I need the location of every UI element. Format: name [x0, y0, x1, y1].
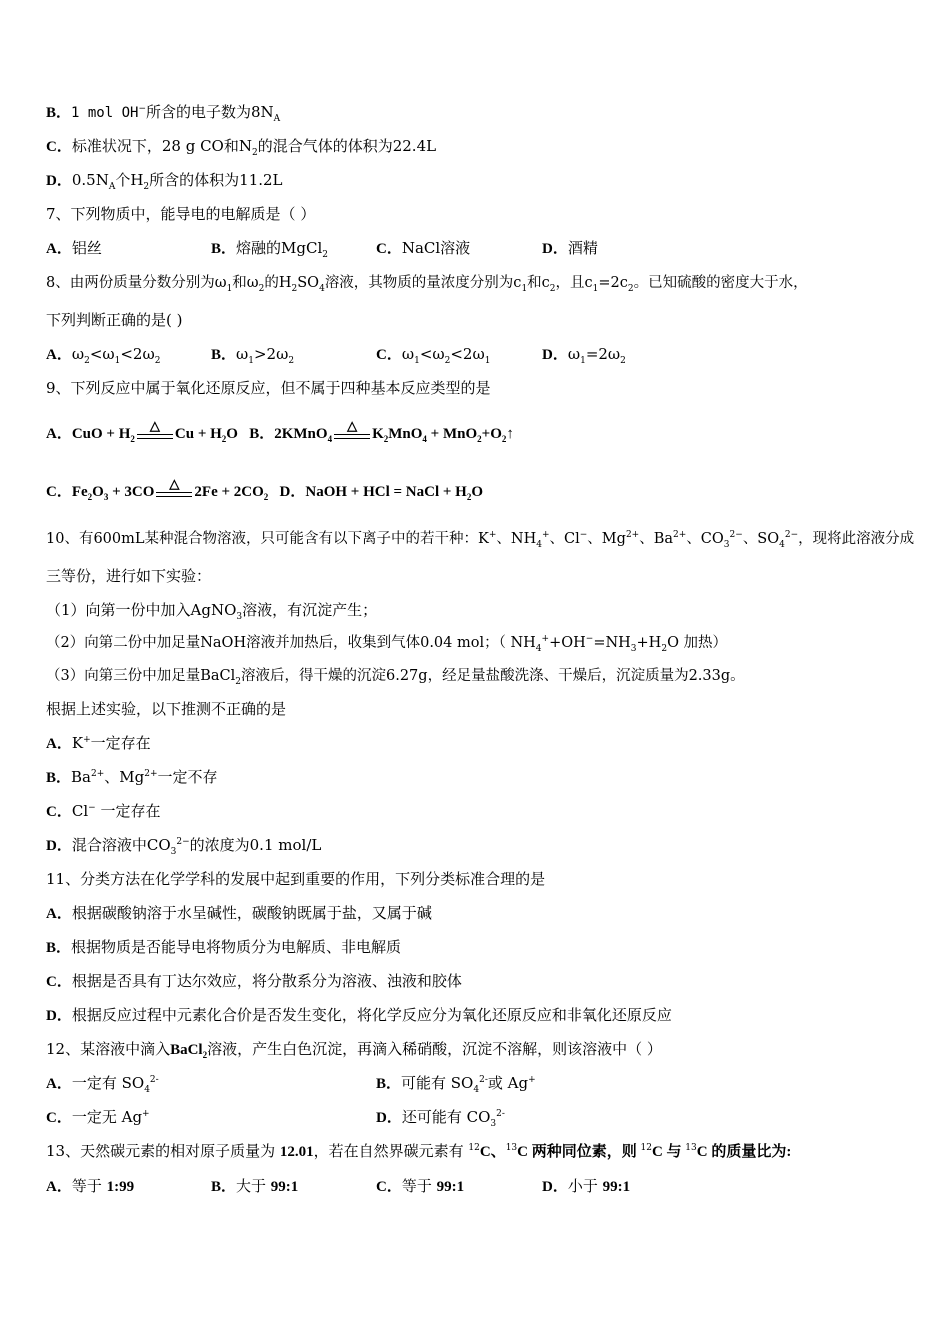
- q13-option-c: C．等于 99:1: [376, 1177, 465, 1195]
- q9-options-ab: [46, 417, 514, 445]
- q13-option-b: B．大于 99:1: [211, 1177, 299, 1195]
- q8-stem-line1: 8、由两份质量分数分别为$\omega_1$和$\omega_2$的$H_2SO_4$溶液，其物质的量浓度分别为$c_1$和$c_2$，且$c_1=2c_2$。已知硫酸的密度大于水，: [46, 275, 808, 294]
- heating-condition-sign: △: [137, 425, 173, 445]
- option-label: B．: [46, 105, 72, 121]
- q9-option-c: C．$Fe_2O_3 + 3CO$ △ $2Fe + 2CO_2$: [46, 475, 269, 502]
- q11-option-b: B．根据物质是否能导电将物质分为电解质、非电解质: [46, 938, 402, 956]
- q11-option-c: C．根据是否具有丁达尔效应，将分散系分为溶液、浊液和胶体: [46, 972, 462, 990]
- q10-option-d: D．混合溶液中$CO_3^{2-}$的浓度为0.1 mol/L: [46, 836, 322, 857]
- q8-option-d: D．$\omega_1=2\omega_2$: [542, 345, 626, 366]
- q10-option-a: A．K+一定存在: [46, 734, 151, 752]
- q7-option-a: A．铝丝: [46, 239, 102, 257]
- q13-stem: 13、天然碳元素的相对原子质量为 12.01，若在自然界碳元素有 $^{12}$C、$^{13}$C 两种同位素，则 $^{12}$C 与 $^{13}$C 的质量比为:: [46, 1142, 792, 1160]
- q12-option-d: D．还可能有 $CO_3^{2-}$: [376, 1108, 505, 1129]
- q10-question: 根据上述实验，以下推测不正确的是: [46, 700, 287, 718]
- q8-option-b: B．$\omega_1>2\omega_2$: [211, 345, 295, 366]
- q8-option-a: A．$\omega_2<\omega_1<2\omega_2$: [46, 345, 161, 366]
- q11-option-d: D．根据反应过程中元素化合价是否发生变化，将化学反应分为氧化还原反应和非氧化还原反应: [46, 1006, 672, 1024]
- q10-experiment-2: （2）向第二份中加足量NaOH溶液并加热后，收集到气体0.04 mol；（ $NH_4^++OH^-=NH_3+H_2O$ 加热）: [46, 634, 728, 654]
- q12-stem: 12、某溶液中滴入BaCl$_2$溶液，产生白色沉淀，再滴入稀硝酸，沉淀不溶解，则该溶液中（ ）: [46, 1040, 662, 1060]
- q9-stem: 9、下列反应中属于氧化还原反应，但不属于四种基本反应类型的是: [46, 379, 491, 397]
- q8-stem-line2: 下列判断正确的是( ): [46, 311, 183, 329]
- q11-stem: 11、分类方法在化学学科的发展中起到重要的作用，下列分类标准合理的是: [46, 870, 546, 888]
- q12-option-a: A．一定有 $SO_4^{2-}$: [46, 1074, 159, 1095]
- q6-option-b: B．1 mol OH−所含的电子数为$8N_A$: [46, 103, 281, 124]
- q7-option-c: C．NaCl溶液: [376, 239, 471, 257]
- q12-option-c: C．一定无 Ag+: [46, 1108, 150, 1126]
- q10-option-b: B．$Ba^{2+}$、$Mg^{2+}$一定不存: [46, 768, 218, 786]
- q7-option-b: B．熔融的MgCl$_2$: [211, 239, 328, 260]
- q9-options-cd: [46, 475, 484, 503]
- q9-option-a: A．CuO + $H_2$ △ $Cu + H_2O$: [46, 417, 238, 444]
- q7-option-d: D．酒精: [542, 239, 598, 257]
- q10-experiment-3: （3）向第三份中加足量BaCl$_2$溶液后，得干燥的沉淀6.27g，经足量盐酸洗涤、干燥后，沉淀质量为2.33g。: [46, 668, 745, 687]
- q13-option-a: A．等于 1:99: [46, 1177, 135, 1195]
- q11-option-a: A．根据碳酸钠溶于水呈碱性，碳酸钠既属于盐，又属于碱: [46, 904, 432, 922]
- q7-stem: 7、下列物质中，能导电的电解质是（ ）: [46, 205, 316, 223]
- q10-stem-line2: 三等份，进行如下实验：: [46, 567, 212, 585]
- q12-option-b: B．可能有 $SO_4^{2-}$或 Ag+: [376, 1074, 536, 1095]
- q13-option-d: D．小于 99:1: [542, 1177, 631, 1195]
- q9-option-d: D．NaOH + HCl = NaCl + $H_2O$: [279, 484, 484, 502]
- q9-option-b: B．2KMnO$_4$ △ $K_2MnO_4$ + $MnO_2+O_2↑$: [249, 417, 514, 444]
- heating-condition-sign: △: [156, 483, 192, 503]
- q10-option-c: C．Cl− 一定存在: [46, 802, 161, 820]
- heating-condition-sign: △: [334, 425, 370, 445]
- q6-option-c: C．标准状况下，28 g CO和$N_2$的混合气体的体积为22.4L: [46, 137, 437, 158]
- q8-option-c: C．$\omega_1<\omega_2<2\omega_1$: [376, 345, 491, 366]
- q10-stem-line1: 10、有600mL某种混合物溶液，只可能含有以下离子中的若干种：K+、$NH_4^+$、Cl−、$Mg^{2+}$、$Ba^{2+}$、$CO_3^{2-}$、$SO_4^{2-}$，现将此溶液分成: [46, 530, 915, 550]
- q6-option-d: D．$0.5N_A$个$H_2$所含的体积为11.2L: [46, 171, 283, 192]
- q10-experiment-1: （1）向第一份中加入AgNO$_3$溶液，有沉淀产生；: [46, 601, 378, 622]
